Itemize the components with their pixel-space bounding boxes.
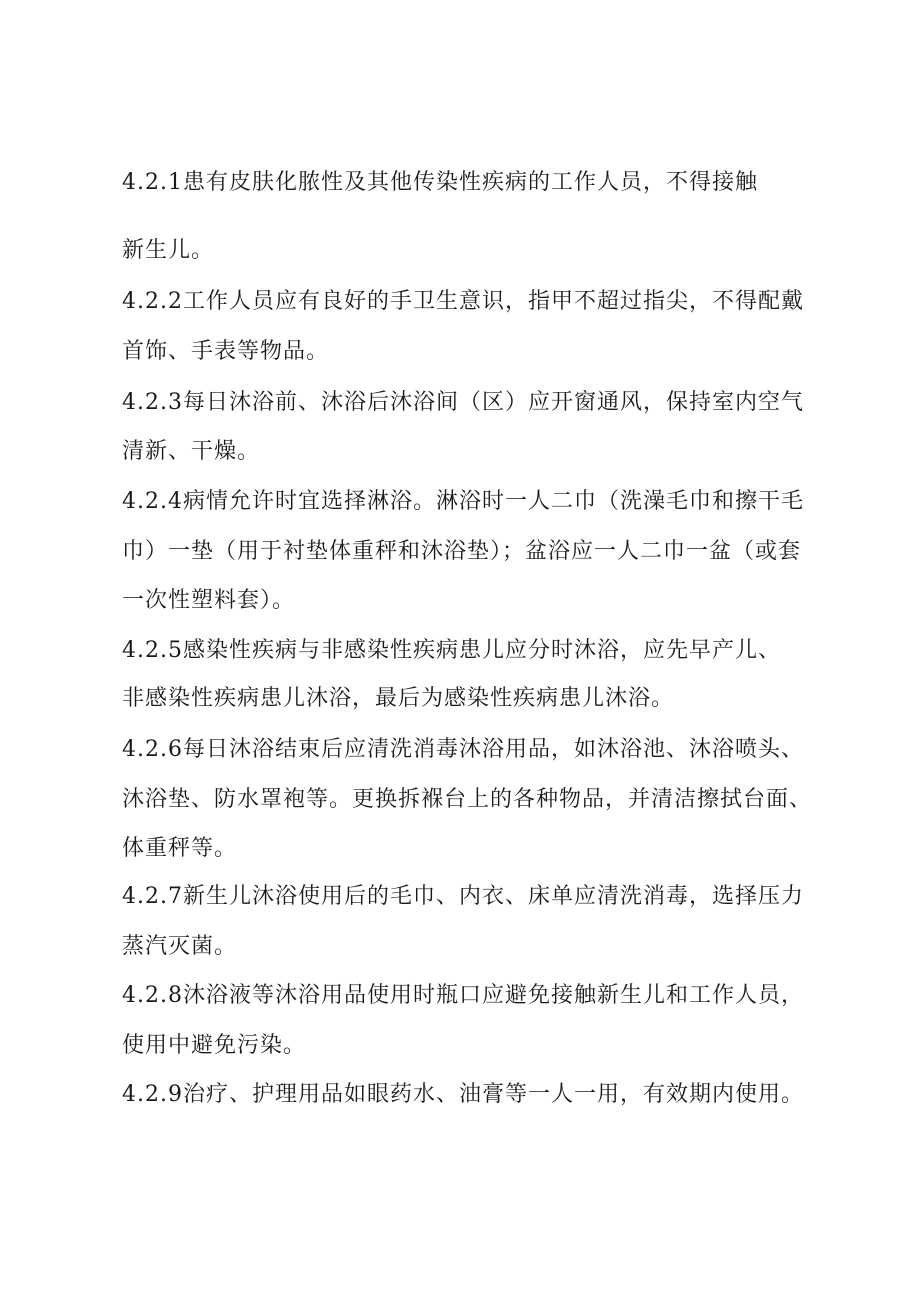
paragraph-4-2-5-line-2: 非感染性疾病患儿沐浴，最后为感染性疾病患儿沐浴。 — [122, 686, 675, 711]
paragraph-4-2-3-line-1: 4.2.3每日沐浴前、沐浴后沐浴间（区）应开窗通风，保持室内空气 — [122, 390, 804, 415]
paragraph-4-2-3-line-2: 清新、干燥。 — [122, 439, 261, 464]
paragraph-4-2-1-line-2: 新生儿。 — [122, 238, 215, 263]
paragraph-4-2-9-line-1: 4.2.9治疗、护理用品如眼药水、油膏等一人一用，有效期内使用。 — [122, 1082, 804, 1107]
paragraph-4-2-4-line-1: 4.2.4病情允许时宜选择淋浴。淋浴时一人二巾（洗澡毛巾和擦干毛 — [122, 489, 804, 514]
paragraph-4-2-6-line-3: 体重秤等。 — [122, 836, 238, 861]
paragraph-4-2-1-line-1: 4.2.1患有皮肤化脓性及其他传染性疾病的工作人员，不得接触 — [122, 170, 758, 195]
paragraph-4-2-2-line-2: 首饰、手表等物品。 — [122, 339, 330, 364]
paragraph-4-2-2-line-1: 4.2.2工作人员应有良好的手卫生意识，指甲不超过指尖，不得配戴 — [122, 289, 804, 314]
paragraph-4-2-5-line-1: 4.2.5感染性疾病与非感染性疾病患儿应分时沐浴，应先早产儿、 — [122, 638, 781, 663]
paragraph-4-2-7-line-2: 蒸汽灭菌。 — [122, 934, 238, 959]
paragraph-4-2-8-line-2: 使用中避免污染。 — [122, 1033, 307, 1058]
paragraph-4-2-7-line-1: 4.2.7新生儿沐浴使用后的毛巾、内衣、床单应清洗消毒，选择压力 — [122, 884, 804, 909]
paragraph-4-2-4-line-3: 一次性塑料套）。 — [122, 588, 296, 613]
paragraph-4-2-8-line-1: 4.2.8沐浴液等沐浴用品使用时瓶口应避免接触新生儿和工作人员， — [122, 983, 804, 1008]
paragraph-4-2-6-line-2: 沐浴垫、防水罩袍等。更换拆褓台上的各种物品，并清洁擦拭台面、 — [122, 787, 813, 812]
paragraph-4-2-6-line-1: 4.2.6每日沐浴结束后应清洗消毒沐浴用品，如沐浴池、沐浴喷头、 — [122, 737, 804, 762]
paragraph-4-2-4-line-2: 巾）一垫（用于衬垫体重秤和沐浴垫）；盆浴应一人二巾一盆（或套 — [122, 539, 802, 564]
